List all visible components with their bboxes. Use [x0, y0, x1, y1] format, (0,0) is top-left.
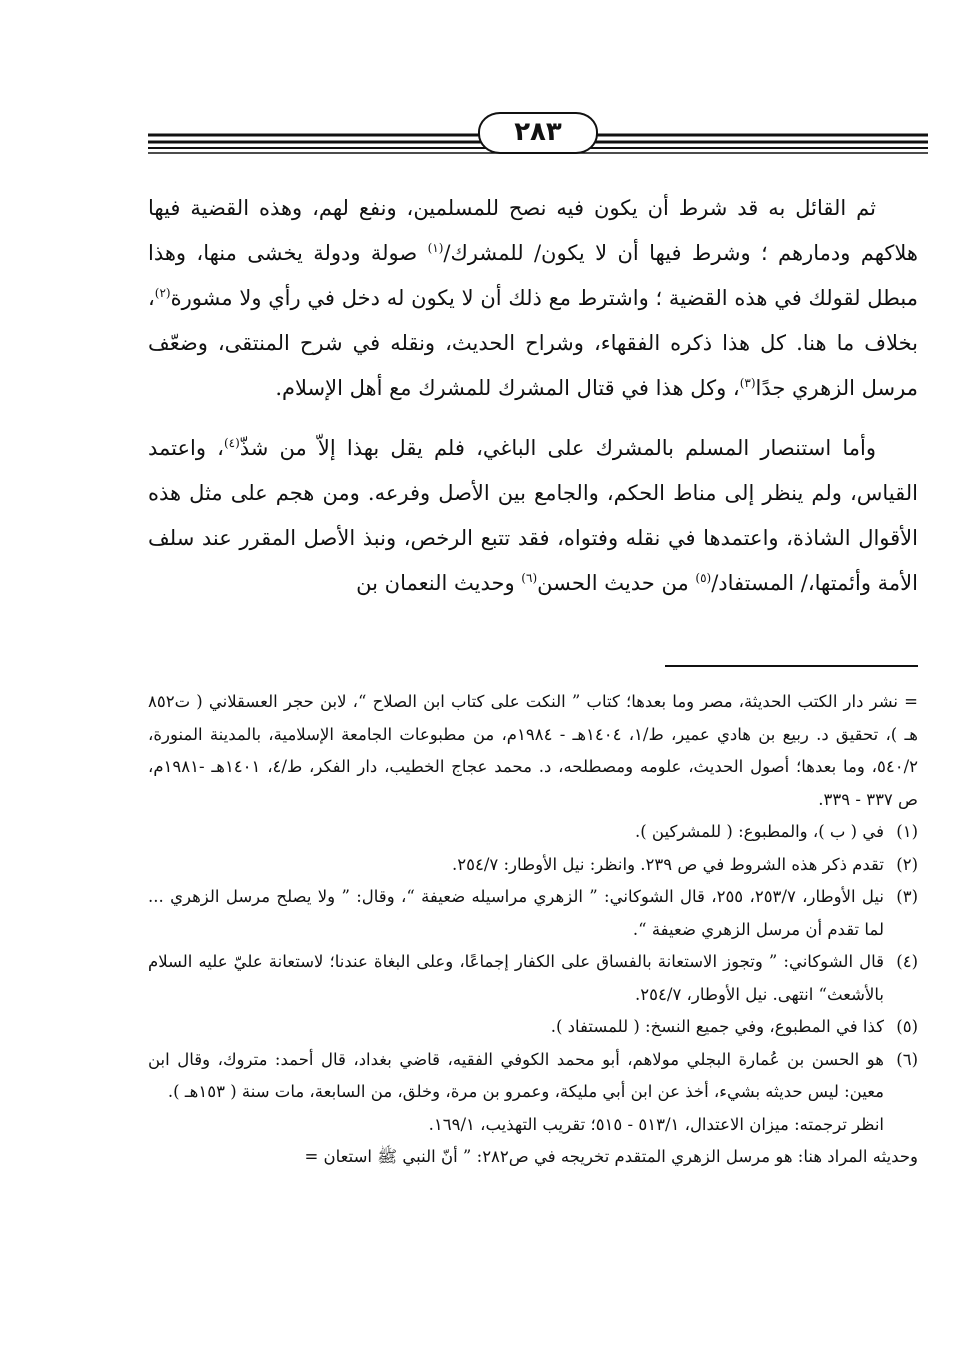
footnote-text: في ( ب )، والمطبوع: ( للمشركين ).: [634, 822, 884, 841]
footnote-text: نيل الأوطار، ٢٥٣/٧، ٢٥٥، قال الشوكاني: ” الزهري مراسيله ضعيفة “، وقال: ” ولا يصلح مرسل الزهري ... لما تقدم أن مرسل الزهري ضعيفة “.: [148, 887, 884, 939]
footnote-number: (٢): [896, 854, 918, 874]
footnote-reference[interactable]: (١): [427, 241, 444, 255]
footnote-continuation: = نشر دار الكتب الحديثة، مصر وما بعدها؛ كتاب ” النكت على كتاب ابن الصلاح “، لابن حجر العسقلاني ( ت٨٥٢ هـ )، تحقيق د. ربيع بن هادي عمير، ط/١، ١٤٠٤هـ - ١٩٨٤م، من مطبوعات الجامعة الإسلامية، بالمدينة المنورة، ٥٤٠/٢، وما بعدها؛ أصول الحديث، علومه ومصطلحه، د. محمد عجاج الخطيب، دار الفكر، ط/٤، ١٤٠١هـ -١٩٨١م، ص ٣٣٧ - ٣٣٩.: [148, 692, 919, 809]
footnote-number: (٤): [896, 952, 918, 971]
footnote-see-translation: انظر ترجمته: ميزان الاعتدال، ٥١٣/١ - ٥١٥؛ تقريب التهذيب، ١٦٩/١.: [428, 1114, 884, 1134]
footnote-item: [148, 946, 918, 1011]
footnote-reference[interactable]: (٤): [223, 436, 240, 450]
footnote-number: (١): [896, 822, 918, 841]
paragraph-text: ، بخلاف ما هنا. كل هذا ذكره الفقهاء، وشراح الحديث، ونقله في شرح المنتقى، وضعّف مرسل الزهري جدًا: [148, 286, 918, 400]
footnote-number: (٣): [896, 887, 918, 906]
footnote-reference[interactable]: (٦): [521, 571, 538, 585]
footnote-number: (٦): [896, 1049, 918, 1069]
footnote-text: هو الحسن بن عُمارة البجلي مولاهم، أبو محمد الكوفي الفقيه، قاضي بغداد، قال أحمد: متروك، وقال ابن معين: ليس حديثه بشيء، أخذ عن ابن أبي مليكة، وعمرو بن مرة، وخلق، من السابعة، مات سنة ( ١٥٣هـ ).: [148, 1049, 884, 1101]
body-paragraph: [148, 426, 918, 606]
paragraph-text: من حديث الحسن: [537, 571, 696, 595]
footnotes: [148, 686, 918, 1174]
footnote-item: [148, 1044, 918, 1109]
footnote-text: قال الشوكاني: ” وتجوز الاستعانة بالفساق على الكفار إجماعًا، وعلى البغاة عندنا؛ لاستعانة عليّ عليه السلام بالأشعث“ انتهى. نيل الأوطار، ٢٥٤/٧.: [148, 952, 884, 1004]
body-paragraph: [148, 186, 918, 411]
main-text: [148, 186, 918, 621]
footnote-reference[interactable]: (٣): [739, 376, 756, 390]
footnote-item: [148, 881, 918, 946]
paragraph-text: وأما استنصار المسلم بالمشرك على الباغي، فلم يقل بهذا إلاّ من شذّ: [239, 436, 876, 460]
paragraph-text: وحديث النعمان بن: [356, 571, 522, 595]
footnote-number: (٥): [896, 1017, 918, 1036]
footnote-reference[interactable]: (٥): [695, 571, 712, 585]
footnote-item: [148, 849, 918, 882]
paragraph-text: ثم القائل به قد شرط أن يكون فيه نصح للمسلمين، ونفع لهم، وهذه القضية فيها هلاكهم ودمارهم ؛ وشرط فيها أن لا يكون/ للمشرك/: [148, 196, 918, 265]
paragraph-text: ، وكل هذا في قتال المشرك للمشرك مع أهل الإسلام.: [275, 376, 740, 400]
paragraph-text: ، واعتمد القياس، ولم ينظر إلى مناط الحكم، والجامع بين الأصل وفرعه. ومن هجم على مثل هذه الأقوال الشاذة، واعتمدها في نقله وفتواه، فقد تتبع الرخص، ونبذ الأصل المقرر عند سلف الأمة وأئمتها،/ المستفاد/: [148, 436, 918, 595]
footnote-text: تقدم ذكر هذه الشروط في ص ٢٣٩. وانظر: نيل الأوطار: ٢٥٤/٧.: [451, 854, 884, 874]
page-header: [148, 112, 928, 160]
footnote-item: [148, 1011, 918, 1044]
footnote-text: كذا في المطبوع، وفي جميع النسخ: ( للمستفاد ).: [550, 1017, 884, 1036]
page-number: ٢٨٣: [478, 112, 598, 154]
footnote-last-line: وحديثه المراد هنا: هو مرسل الزهري المتقدم تخريجه في ص٢٨٢: ” أنّ النبي ﷺ استعان =: [304, 1147, 918, 1166]
footnote-separator: [665, 665, 918, 667]
paragraph-text: صولة ودولة يخشى منها، وهذا مبطل لقولك في هذه القضية ؛ واشترط مع ذلك أن لا يكون له دخل في رأي ولا مشورة: [148, 241, 918, 310]
footnote-item: [148, 816, 918, 849]
footnote-list: [148, 816, 918, 1109]
footnote-reference[interactable]: (٢): [154, 286, 171, 300]
